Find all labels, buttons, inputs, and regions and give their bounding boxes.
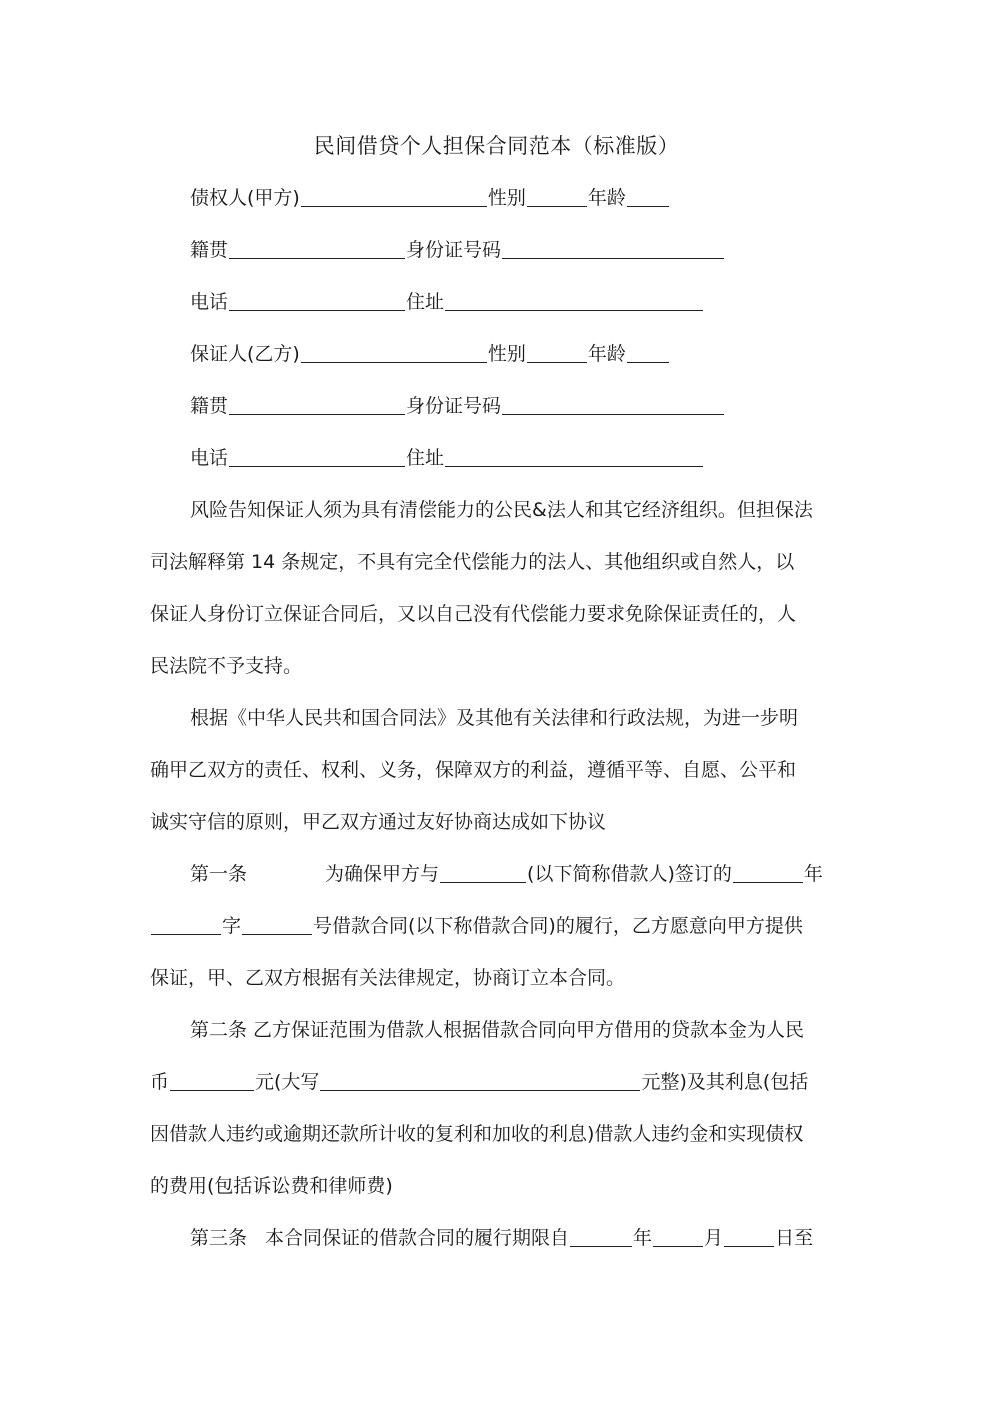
creditor-native-row — [190, 232, 725, 268]
guarantor-age-label: 年龄 — [587, 343, 626, 365]
contract-number-blank — [242, 908, 312, 935]
creditor-gender-blank — [527, 180, 587, 207]
creditor-native-label: 籍贯 — [190, 239, 229, 261]
risk-notice-line: 民法院不予支持。 — [150, 655, 303, 677]
creditor-name-blank — [301, 180, 487, 207]
preamble-line: 诚实守信的原则，甲乙双方通过友好协商达成如下协议 — [150, 811, 607, 833]
article1-line1 — [190, 856, 823, 892]
article2-line4: 的费用(包括诉讼费和律师费) — [150, 1175, 393, 1197]
creditor-age-label: 年龄 — [587, 187, 626, 209]
guarantor-gender-blank — [527, 336, 587, 363]
guarantor-name-blank — [301, 336, 487, 363]
guarantor-id-label: 身份证号码 — [406, 395, 502, 417]
borrower-name-blank — [440, 856, 526, 883]
article2-text: 元(大写 — [255, 1071, 320, 1093]
start-day-blank — [724, 1220, 774, 1247]
article3-text: 本合同保证的借款合同的履行期限自 — [265, 1227, 570, 1249]
guarantor-phone-blank — [229, 440, 405, 467]
risk-notice-line: 司法解释第 14 条规定，不具有完全代偿能力的法人、其他组织或自然人，以 — [150, 551, 795, 573]
article1-line3: 保证，甲、乙双方根据有关法律规定，协商订立本合同。 — [150, 967, 626, 989]
start-year-blank — [570, 1220, 632, 1247]
article2-line2 — [150, 1064, 808, 1100]
article1-line2 — [150, 908, 803, 944]
article2-line3: 因借款人违约或逾期还款所计收的复利和加收的利息)借款人违约金和实现债权 — [150, 1123, 804, 1145]
guarantor-id-blank — [502, 388, 724, 415]
creditor-phone-label: 电话 — [190, 291, 229, 313]
start-month-blank — [653, 1220, 703, 1247]
guarantor-gender-label: 性别 — [487, 343, 526, 365]
article1-text: (以下简称借款人)签订的 — [527, 863, 732, 885]
preamble-line: 根据《中华人民共和国合同法》及其他有关法律和行政法规，为进一步明 — [190, 707, 799, 729]
creditor-phone-row — [190, 284, 704, 320]
article1-heading: 第一条 — [190, 863, 248, 885]
article1-text: 字 — [222, 915, 242, 937]
article2-text: 元整)及其利息(包括 — [641, 1071, 809, 1093]
risk-notice-line: 风险告知保证人须为具有清偿能力的公民&法人和其它经济组织。但担保法 — [190, 499, 813, 521]
guarantor-address-blank — [445, 440, 703, 467]
creditor-id-label: 身份证号码 — [406, 239, 502, 261]
article3-text: 年 — [633, 1227, 653, 1249]
article1-text: 年 — [803, 863, 823, 885]
creditor-label: 债权人(甲方) — [190, 187, 300, 209]
preamble-line: 确甲乙双方的责任、权利、义务，保障双方的利益，遵循平等、自愿、公平和 — [150, 759, 797, 781]
contract-year-blank — [733, 856, 803, 883]
amount-uppercase-blank — [320, 1064, 640, 1091]
creditor-id-blank — [502, 232, 724, 259]
page-title: 民间借贷个人担保合同范本（标准版） — [313, 134, 680, 158]
guarantor-address-label: 住址 — [406, 447, 445, 469]
amount-blank — [170, 1064, 254, 1091]
guarantor-native-label: 籍贯 — [190, 395, 229, 417]
creditor-age-blank — [627, 180, 669, 207]
article1-text: 号借款合同(以下称借款合同)的履行，乙方愿意向甲方提供 — [313, 915, 803, 937]
guarantor-phone-row — [190, 440, 704, 476]
article1-text: 为确保甲方与 — [325, 863, 440, 885]
risk-notice-line: 保证人身份订立保证合同后，又以自己没有代偿能力要求免除保证责任的，人 — [150, 603, 797, 625]
article3-text: 日至 — [775, 1227, 814, 1249]
article3-text: 月 — [704, 1227, 724, 1249]
creditor-gender-label: 性别 — [487, 187, 526, 209]
guarantor-label: 保证人(乙方) — [190, 343, 300, 365]
guarantor-native-row — [190, 388, 725, 424]
guarantor-native-blank — [229, 388, 405, 415]
guarantor-age-blank — [627, 336, 669, 363]
guarantor-name-row — [190, 336, 670, 372]
creditor-native-blank — [229, 232, 405, 259]
creditor-phone-blank — [229, 284, 405, 311]
article2-text: 币 — [150, 1071, 170, 1093]
article3-heading: 第三条 — [190, 1227, 248, 1249]
guarantor-phone-label: 电话 — [190, 447, 229, 469]
creditor-address-blank — [445, 284, 703, 311]
article3-line1 — [190, 1220, 813, 1256]
creditor-name-row — [190, 180, 670, 216]
contract-word-blank — [151, 908, 221, 935]
article2-line1: 第二条 乙方保证范围为借款人根据借款合同向甲方借用的贷款本金为人民 — [190, 1019, 805, 1041]
creditor-address-label: 住址 — [406, 291, 445, 313]
